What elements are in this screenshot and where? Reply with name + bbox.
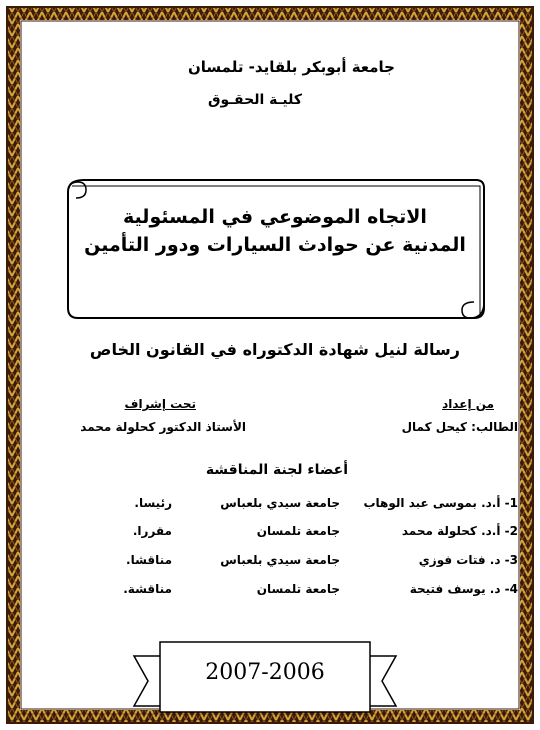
- prepared-by-label: من إعداد: [442, 397, 494, 411]
- thesis-title-line2: المدنية عن حوادث السيارات ودور التأمين: [84, 234, 466, 256]
- jury-title: أعضاء لجنة المناقشة: [205, 462, 348, 478]
- jury-member-row: [70, 582, 518, 602]
- faculty-name: كليـة الحقـوق: [207, 92, 302, 108]
- jury-member-row: [70, 553, 518, 573]
- jury-member-name: 4- د. يوسف فتيحة: [409, 582, 518, 596]
- jury-member-role: مناقشا.: [126, 553, 172, 567]
- jury-member-name: 3- د. فتات فوزي: [418, 553, 518, 567]
- degree-statement: رسالة لنيل شهادة الدكتوراه في القانون الخاص: [89, 340, 460, 359]
- jury-member-university: جامعة سيدي بلعباس: [220, 553, 340, 567]
- jury-member-university: جامعة سيدي بلعباس: [220, 496, 340, 510]
- jury-member-name: 2- أ.د. كحلولة محمد: [401, 524, 518, 538]
- academic-year: 2007-2006: [205, 660, 325, 685]
- jury-member-university: جامعة تلمسان: [256, 524, 340, 538]
- jury-member-role: مناقشة.: [123, 582, 172, 596]
- supervision-label: تحت إشراف: [124, 397, 196, 411]
- jury-member-role: رئيسا.: [134, 496, 172, 510]
- jury-member-university: جامعة تلمسان: [256, 582, 340, 596]
- supervisor-name: الأستاذ الدكتور كحلولة محمد: [80, 420, 246, 434]
- jury-member-row: [70, 496, 518, 516]
- thesis-title-line1: الاتجاه الموضوعي في المسئولية: [123, 206, 427, 228]
- student-name: الطالب: كيحل كمال: [401, 420, 518, 434]
- jury-member-role: مقررا.: [132, 524, 172, 538]
- university-name: جامعة أبوبكر بلقايد- تلمسان: [187, 58, 395, 76]
- jury-member-row: [70, 524, 518, 544]
- jury-member-name: 1- أ.د. بموسى عبد الوهاب: [363, 496, 518, 510]
